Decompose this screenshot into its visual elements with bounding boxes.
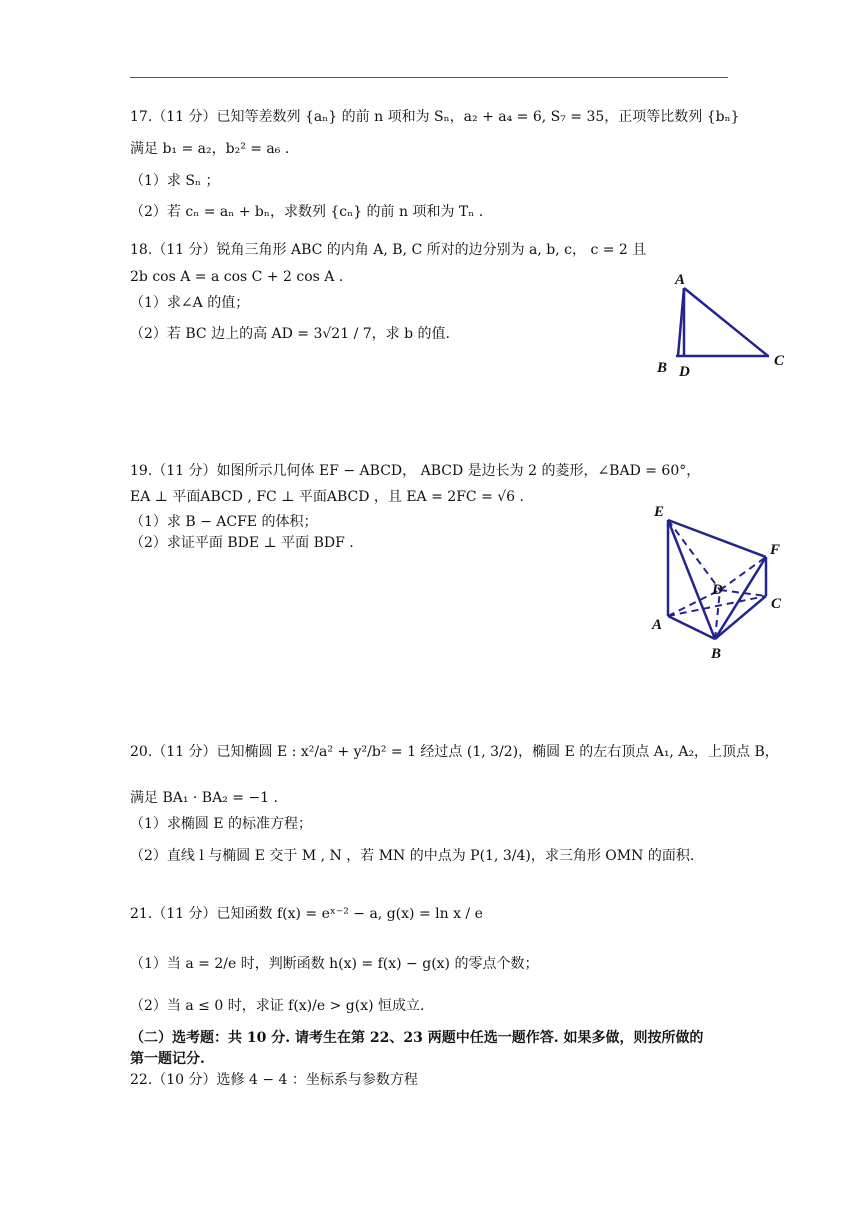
triangle-abc-figure: [648, 262, 798, 382]
problem-20-condition: 满足 BA₁ · BA₂ = −1 .: [130, 790, 278, 806]
problem-17-statement: 17.（11 分）已知等差数列 {aₙ} 的前 n 项和为 Sₙ，a₂ + a₄ = 6, S₇ = 35，正项等比数列 {bₙ}: [130, 109, 740, 125]
edge-eb: [668, 520, 715, 639]
problem-21-question-2: （2）当 a ≤ 0 时，求证 f(x)/e > g(x) 恒成立.: [130, 998, 425, 1014]
problem-21-question-1: （1）当 a = 2/e 时，判断函数 h(x) = f(x) − g(x) 的零点个数；: [130, 956, 539, 972]
edge-ef: [668, 520, 766, 557]
problem-17-question-1: （1）求 Sₙ ；: [130, 173, 220, 189]
edge-bf: [715, 557, 766, 639]
label-d: D: [712, 582, 723, 598]
label-b: B: [711, 646, 722, 662]
solid-ef-abcd-figure: [640, 498, 800, 668]
problem-18-condition: 2b cos A = a cos C + 2 cos A .: [130, 269, 344, 285]
label-c: C: [774, 353, 785, 369]
problem-20-statement: 20.（11 分）已知椭圆 E : x²/a² + y²/b² = 1 经过点 (1, 3/2)，椭圆 E 的左右顶点 A₁, A₂，上顶点 B，: [130, 744, 779, 760]
label-a: A: [652, 617, 663, 633]
elective-section-heading: （二）选考题：共 10 分. 请考生在第 22、23 两题中任选一题作答. 如果多做，则按所做的: [130, 1030, 704, 1046]
problem-18-question-1: （1）求∠A 的值；: [130, 295, 250, 311]
problem-18-statement: 18.（11 分）锐角三角形 ABC 的内角 A, B, C 所对的边分别为 a, b, c， c = 2 且: [130, 242, 647, 258]
label-c: C: [771, 596, 782, 612]
triangle-side-ac: [684, 288, 768, 356]
problem-20-question-1: （1）求椭圆 E 的标准方程；: [130, 816, 313, 832]
problem-17-question-2: （2）若 cₙ = aₙ + bₙ，求数列 {cₙ} 的前 n 项和为 Tₙ .: [130, 204, 484, 220]
hidden-edge-df: [720, 557, 766, 590]
problem-20-question-2: （2）直线 l 与椭圆 E 交于 M , N ，若 MN 的中点为 P(1, 3/4)，求三角形 OMN 的面积.: [130, 848, 695, 864]
problem-19-condition: EA ⊥ 平面ABCD , FC ⊥ 平面ABCD ，且 EA = 2FC = √6 .: [130, 489, 524, 505]
elective-section-note: 第一题记分.: [130, 1051, 205, 1067]
problem-19-question-2: （2）求证平面 BDE ⊥ 平面 BDF .: [130, 535, 354, 551]
label-f: F: [770, 542, 781, 558]
problem-21-statement: 21.（11 分）已知函数 f(x) = eˣ⁻² − a, g(x) = ln x / e: [130, 906, 483, 922]
problem-19-statement: 19.（11 分）如图所示几何体 EF − ABCD， ABCD 是边长为 2 的菱形，∠BAD = 60°，: [130, 463, 701, 479]
problem-22-title: 22.（10 分）选修 4 − 4 ：坐标系与参数方程: [130, 1072, 418, 1088]
label-e: E: [654, 504, 665, 520]
problem-19-question-1: （1）求 B − ACFE 的体积；: [130, 514, 318, 530]
problem-17-condition: 满足 b₁ = a₂，b₂² = a₆ .: [130, 141, 290, 157]
edge-bc: [715, 596, 766, 639]
label-b: B: [657, 360, 668, 376]
problem-18-question-2: （2）若 BC 边上的高 AD = 3√21 / 7，求 b 的值.: [130, 326, 450, 342]
label-d: D: [679, 364, 690, 380]
label-a: A: [675, 272, 686, 288]
header-rule: [130, 77, 728, 78]
